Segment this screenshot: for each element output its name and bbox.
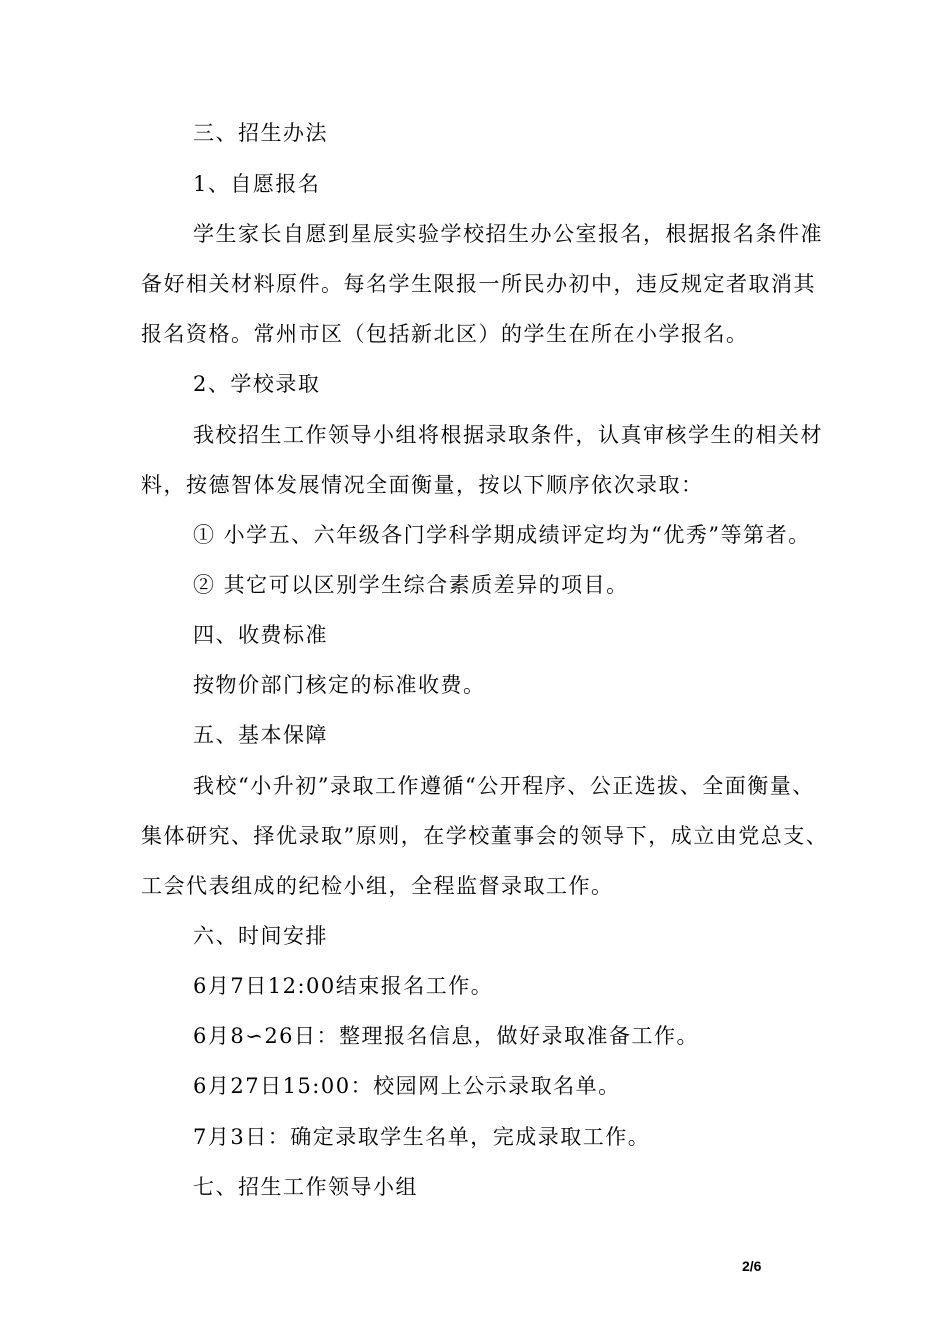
subheading-2: 2、学校录取 bbox=[193, 372, 321, 396]
schedule-item: 6月27日15:00：校园网上公示录取名单。 bbox=[193, 1074, 621, 1098]
paragraph-line: 按物价部门核定的标准收费。 bbox=[193, 673, 486, 697]
subheading-1: 1、自愿报名 bbox=[193, 172, 321, 196]
section-heading-6: 六、时间安排 bbox=[193, 924, 328, 948]
paragraph-line: 报名资格。常州市区（包括新北区）的学生在所在小学报名。 bbox=[141, 322, 749, 346]
paragraph-line: 集体研究、择优录取”原则，在学校董事会的领导下，成立由党总支、 bbox=[141, 824, 829, 848]
paragraph-line: 我校“小升初”录取工作遵循“公开程序、公正选拔、全面衡量、 bbox=[193, 774, 815, 798]
section-heading-4: 四、收费标准 bbox=[193, 623, 328, 647]
page-number: 2/6 bbox=[742, 1258, 762, 1274]
section-heading-5: 五、基本保障 bbox=[193, 723, 328, 747]
list-item: ② 其它可以区别学生综合素质差异的项目。 bbox=[193, 573, 629, 597]
paragraph-line: 料，按德智体发展情况全面衡量，按以下顺序依次录取： bbox=[141, 473, 704, 497]
paragraph-line: 我校招生工作领导小组将根据录取条件，认真审核学生的相关材 bbox=[193, 423, 823, 447]
schedule-item: 7月3日：确定录取学生名单，完成录取工作。 bbox=[193, 1125, 651, 1149]
section-heading-3: 三、招生办法 bbox=[193, 121, 328, 145]
paragraph-line: 学生家长自愿到星辰实验学校招生办公室报名，根据报名条件准 bbox=[193, 222, 823, 246]
list-item: ① 小学五、六年级各门学科学期成绩评定均为“优秀”等第者。 bbox=[193, 523, 811, 547]
section-heading-7: 七、招生工作领导小组 bbox=[193, 1175, 418, 1199]
schedule-item: 6月7日12:00结束报名工作。 bbox=[193, 974, 494, 998]
schedule-item: 6月8∽26日：整理报名信息，做好录取准备工作。 bbox=[193, 1024, 700, 1048]
paragraph-line: 备好相关材料原件。每名学生限报一所民办初中，违反规定者取消其 bbox=[141, 272, 816, 296]
paragraph-line: 工会代表组成的纪检小组，全程监督录取工作。 bbox=[141, 874, 614, 898]
